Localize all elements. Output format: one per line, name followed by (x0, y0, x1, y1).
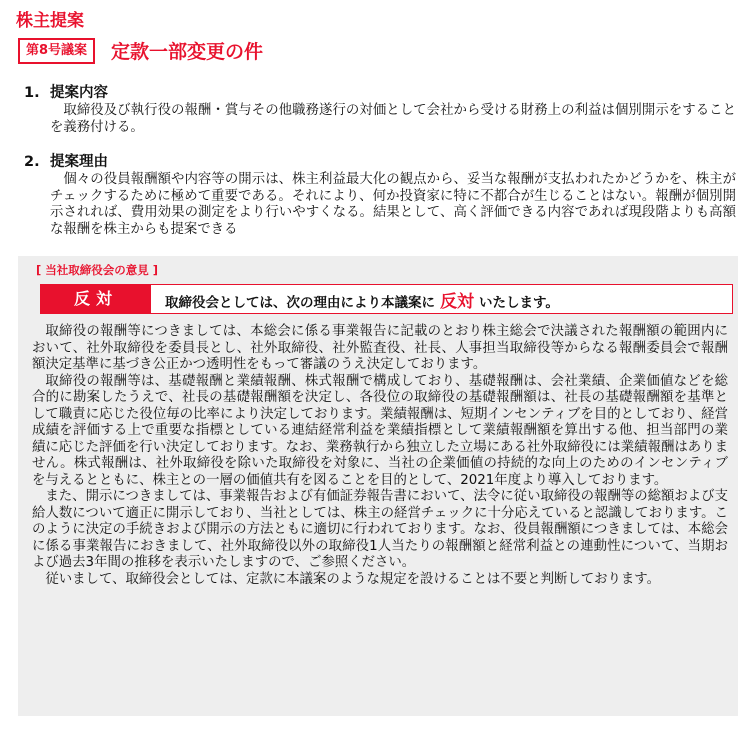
board-opinion-body (32, 324, 728, 588)
section-heading (24, 84, 736, 103)
section-body: 個々の役員報酬額や内容等の開示は、株主利益最大化の観点から、妥当な報酬が支払われたかどうかを、株主がチェックするために極めて重要である。それにより、何か投資家に特に不都合が生じることはない。報酬が個別開示されれば、費用効果の測定をより行いやすくなる。結果として、高く評価できる内容であれば現段階よりも高額な報酬を株主からも提案できる (50, 172, 736, 237)
section-proposal-reason (24, 153, 736, 238)
proposal-title: 定款一部変更の件 (111, 41, 264, 63)
section-title: 提案理由 (50, 154, 108, 170)
section-proposal-content (24, 84, 736, 136)
verdict-statement (165, 287, 559, 312)
proposal-number-badge: 第8号議案 (18, 38, 95, 64)
verdict-bar (40, 284, 733, 314)
verdict-badge: 反対 (41, 285, 151, 313)
verdict-statement-prefix: 取締役会としては、次の理由により本議案に (165, 294, 435, 311)
proposal-header (18, 37, 263, 64)
section-number: 2. (24, 154, 40, 170)
section-number: 1. (24, 85, 40, 101)
opinion-paragraph: 取締役の報酬等は、基礎報酬と業績報酬、株式報酬で構成しており、基礎報酬は、会社業績、企業価値などを総合的に勘案したうえで、社長の基礎報酬額を決定し、各役位の取締役の基礎報酬額は、社長の基礎報酬額を基準として職責に応じた役位毎の比率により決定しております。業績報酬は、短期インセンティブを目的としており、経営成績を評価する上で重要な指標としている連結経常利益を業績指標として業績報酬額を算出する他、担当部門の業績に応じた評価を行い決定しております。なお、業務執行から独立した立場にある社外取締役には業績報酬はありません。株式報酬は、社外取締役を除いた取締役を対象に、当社の企業価値の持続的な向上のためのインセンティブを与えるとともに、株主との一層の価値共有を図ることを目的として、2021年度より導入しております。 (32, 373, 728, 488)
board-opinion-panel (18, 256, 738, 716)
section-title: 提案内容 (50, 85, 108, 101)
opinion-paragraph: 取締役の報酬等につきましては、本総会に係る事業報告に記載のとおり株主総会で決議された報酬額の範囲内において、社外取締役を委員長とし、社外取締役、社外監査役、社長、人事担当取締役等からなる報酬委員会で報酬額決定基準に基づき公正かつ透明性をもって審議のうえ決定しております。 (32, 324, 728, 372)
verdict-statement-suffix: いたします。 (479, 294, 559, 311)
board-opinion-label: [ 当社取締役会の意見 ] (36, 263, 159, 277)
page-title: 株主提案 (16, 11, 84, 31)
opinion-paragraph: また、開示につきましては、事業報告および有価証券報告書において、法令に従い取締役の報酬等の総額および支給人数について適正に開示しており、当社としては、株主の経営チェックに十分応えていると認識しております。このように決定の手続きおよび開示の方法ともに適切に行われております。なお、役員報酬額につきましては、本総会に係る事業報告におきまして、社外取締役以外の取締役1人当たりの報酬額と経常利益との連動性について、当期および過去3年間の推移を表示いたしますので、ご参照ください。 (32, 489, 728, 570)
opinion-paragraph: 従いまして、取締役会としては、定款に本議案のような規定を設けることは不要と判断しております。 (45, 571, 661, 587)
verdict-statement-emphasis: 反対 (440, 291, 474, 312)
section-body: 取締役及び執行役の報酬・賞与その他職務遂行の対価として会社から受ける財務上の利益は個別開示をすることを義務付ける。 (50, 103, 736, 135)
section-heading (24, 153, 736, 172)
